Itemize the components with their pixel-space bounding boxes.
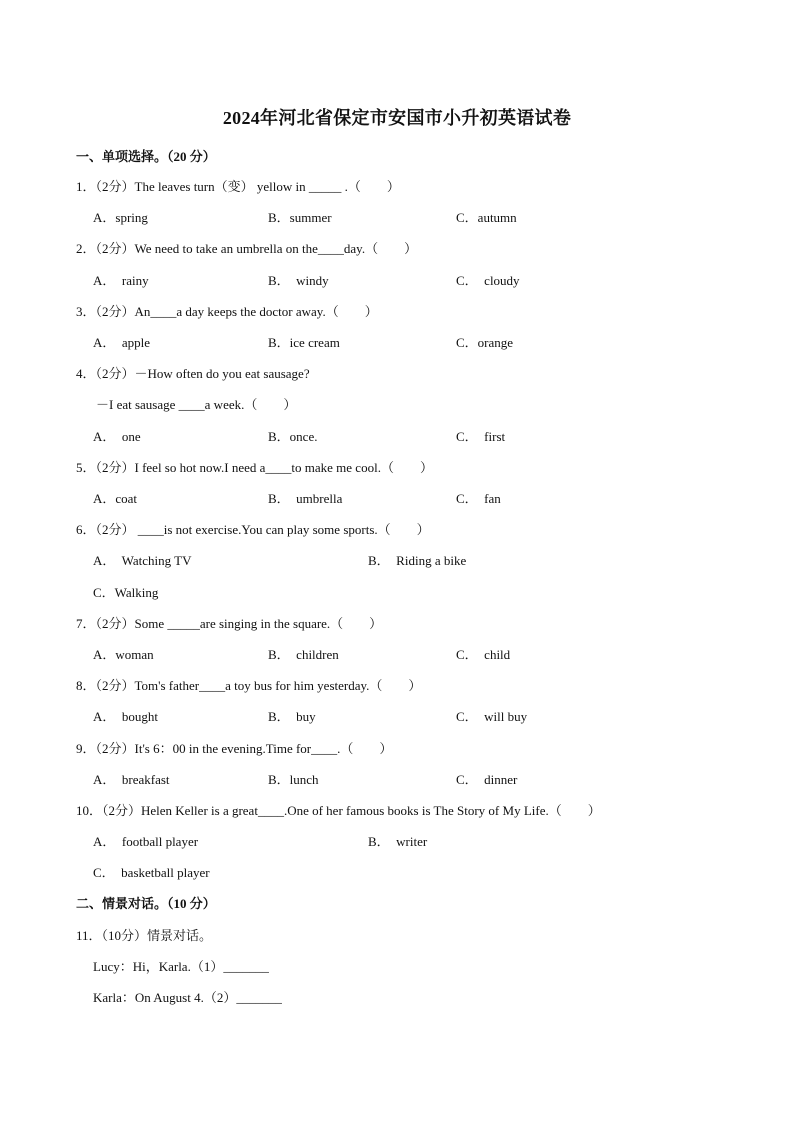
question-stem-line2: －I eat sausage ____a week.（ ） bbox=[96, 397, 297, 412]
option-b: B． children bbox=[268, 647, 339, 662]
question-stem: 11．（10分）情景对话。 bbox=[76, 928, 213, 943]
option-b: B．lunch bbox=[268, 772, 319, 787]
option-c: C． basketball player bbox=[93, 865, 210, 880]
question-stem: 1．（2分）The leaves turn（变） yellow in _____ .（ ） bbox=[76, 179, 400, 194]
option-c: C． cloudy bbox=[456, 273, 520, 288]
option-c: C． child bbox=[456, 647, 511, 662]
option-a: A． football player bbox=[93, 834, 199, 849]
option-a: A．woman bbox=[93, 647, 154, 662]
question-stem: 3．（2分）An____a day keeps the doctor away.（ ） bbox=[76, 304, 378, 319]
dialogue-line: Karla：On August 4.（2）_______ bbox=[93, 990, 282, 1005]
section-heading-choice: 一、单项选择。（20 分） bbox=[76, 149, 216, 164]
option-b: B． writer bbox=[368, 834, 428, 849]
exam-title: 2024年河北省保定市安国市小升初英语试卷 bbox=[222, 108, 572, 128]
option-a: A． apple bbox=[93, 335, 151, 350]
option-a: A． bought bbox=[93, 709, 159, 724]
question-stem: 6．（2分） ____is not exercise.You can play some sports.（ ） bbox=[76, 522, 430, 537]
question-stem: 5．（2分）I feel so hot now.I need a____to make me cool.（ ） bbox=[76, 460, 433, 475]
option-b: B． Riding a bike bbox=[368, 553, 467, 568]
question-stem: 8．（2分）Tom's father____a toy bus for him yesterday.（ ） bbox=[76, 678, 422, 693]
option-c: C．Walking bbox=[93, 585, 159, 600]
dialogue-line: Lucy：Hi，Karla.（1）_______ bbox=[93, 959, 269, 974]
question-stem: 7．（2分）Some _____are singing in the square.（ ） bbox=[76, 616, 383, 631]
option-a: A． one bbox=[93, 429, 141, 444]
option-c: C．orange bbox=[456, 335, 514, 350]
option-c: C． first bbox=[456, 429, 506, 444]
option-b: B． buy bbox=[268, 709, 316, 724]
option-b: B．once. bbox=[268, 429, 318, 444]
option-c: C．autumn bbox=[456, 210, 517, 225]
question-stem: 2．（2分）We need to take an umbrella on the____day.（ ） bbox=[76, 241, 418, 256]
question-stem: 9．（2分）It's 6：00 in the evening.Time for____.（ ） bbox=[76, 741, 393, 756]
option-b: B． windy bbox=[268, 273, 329, 288]
option-c: C． fan bbox=[456, 491, 501, 506]
option-a: A． Watching TV bbox=[93, 553, 192, 568]
option-b: B．summer bbox=[268, 210, 332, 225]
section-heading-dialogue: 二、情景对话。（10 分） bbox=[76, 896, 216, 911]
option-b: B．ice cream bbox=[268, 335, 340, 350]
option-c: C． will buy bbox=[456, 709, 528, 724]
option-c: C． dinner bbox=[456, 772, 518, 787]
question-stem: 4．（2分）－How often do you eat sausage? bbox=[76, 366, 310, 381]
option-a: A． rainy bbox=[93, 273, 149, 288]
question-stem: 10．（2分）Helen Keller is a great____.One of her famous books is The Story of My Life.（ ） bbox=[76, 803, 601, 818]
option-b: B． umbrella bbox=[268, 491, 343, 506]
option-a: A．coat bbox=[93, 491, 138, 506]
option-a: A．spring bbox=[93, 210, 148, 225]
option-a: A． breakfast bbox=[93, 772, 170, 787]
